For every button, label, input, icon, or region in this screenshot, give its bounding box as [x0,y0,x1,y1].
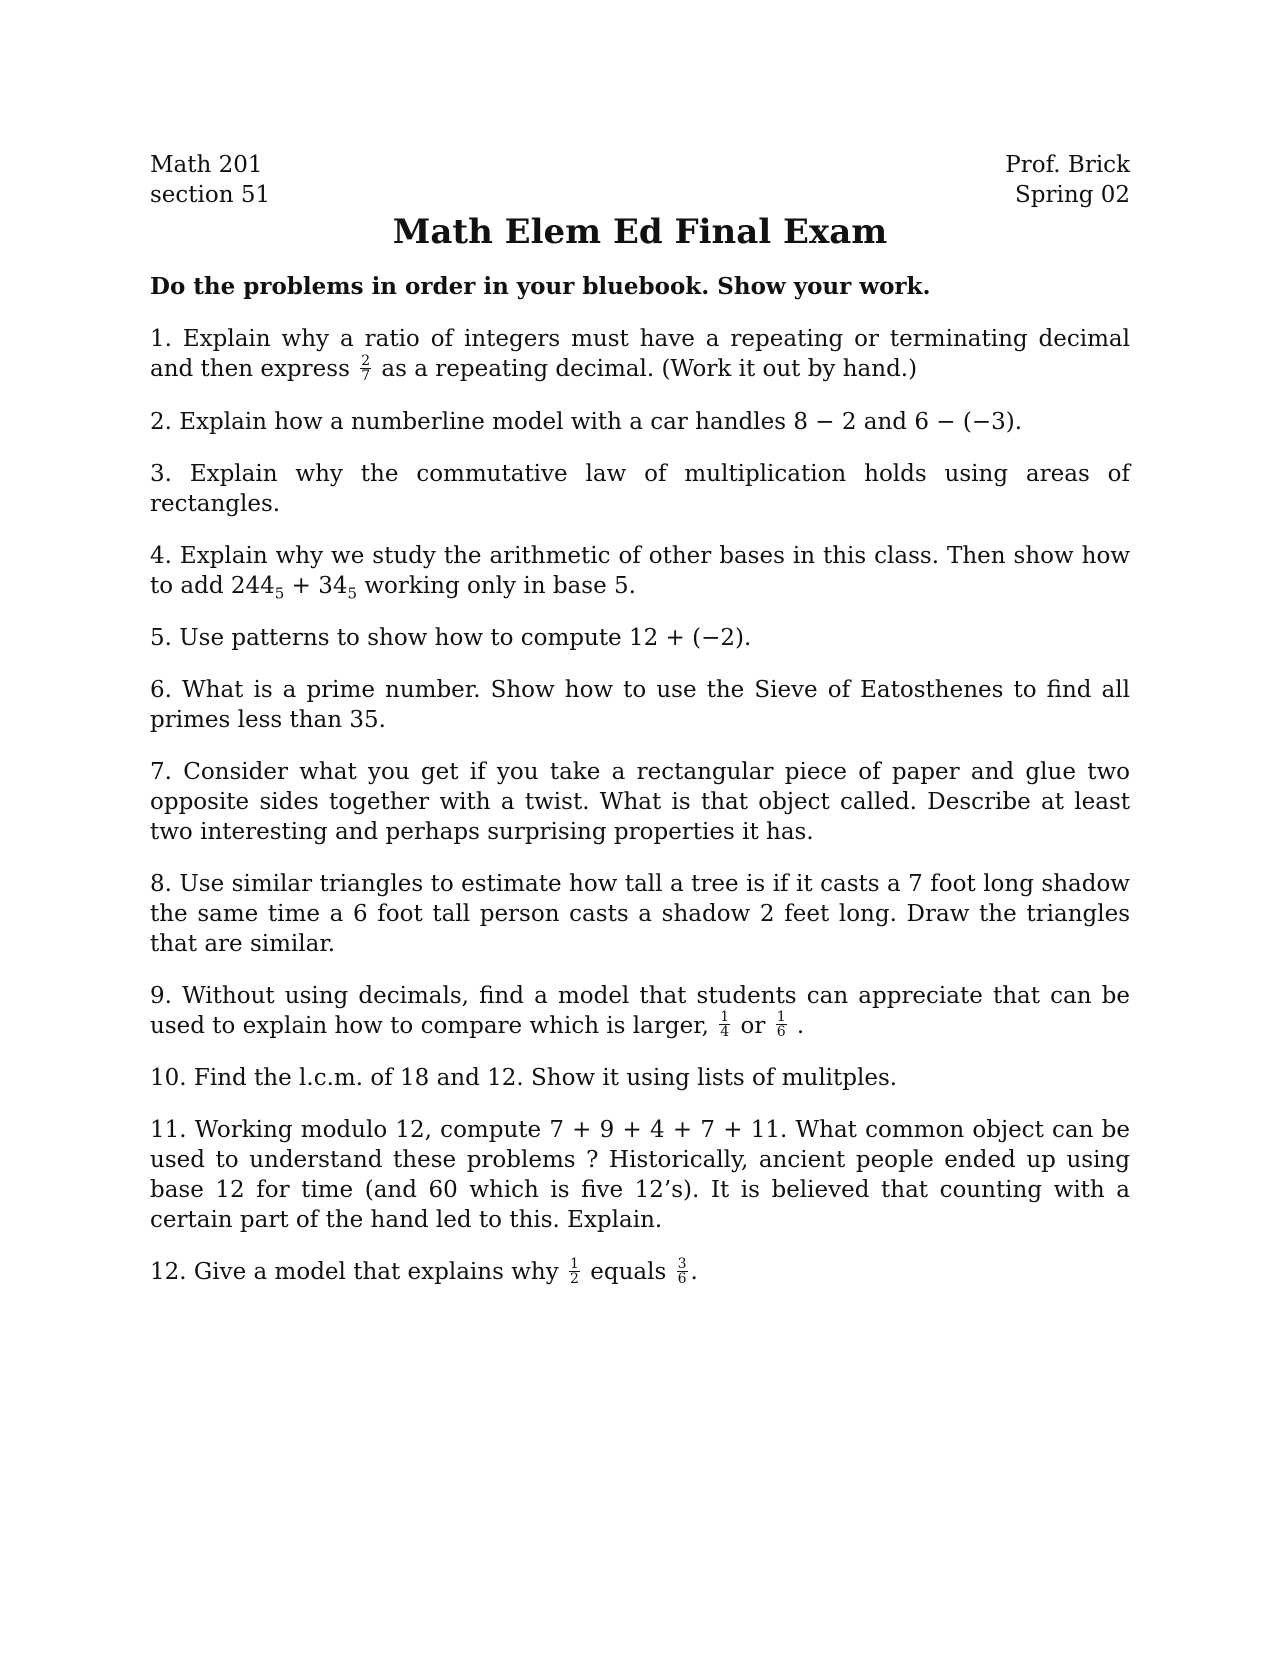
problem-4 [150,541,1130,601]
fraction-three-sixths [677,1257,688,1286]
problem-9-text-b: or [740,1012,766,1039]
problem-9 [150,981,1130,1042]
problem-4-text-c: working only in base 5. [357,572,636,599]
course-info [150,150,270,210]
fraction-numerator: 1 [776,1009,786,1025]
fraction-numerator: 3 [677,1255,687,1272]
fraction-one-sixth [776,1010,787,1039]
base-subscript: 5 [347,584,358,603]
problem-11: 11. Working modulo 12, compute 7 + 9 + 4 + 7 + 11. What common object can be used to understand these problems ? Historically, ancient people ended up using base 12 for time (and 60 which is five 12’s). It is believed that counting with a certain part of the hand led to this. Explain. [150,1117,1130,1233]
course-number: Math 201 [150,152,263,178]
fraction-denominator: 7 [361,367,371,384]
problem-5: 5. Use patterns to show how to compute 12 + (−2). [150,624,752,651]
problem-9-text-c: . [796,1012,805,1039]
exam-instructions: Do the problems in order in your bluebook. Show your work. [150,273,931,300]
exam-page [150,150,1130,1310]
problem-1-text-b: as a repeating decimal. (Work it out by hand.) [381,356,918,382]
problem-12-text-c: . [690,1259,698,1285]
fraction-numerator: 2 [361,352,371,369]
fraction-denominator: 6 [776,1024,786,1040]
fraction-denominator: 6 [677,1270,687,1287]
fraction-numerator: 1 [720,1009,730,1025]
professor-name: Prof. Brick [1005,152,1130,178]
problem-2: 2. Explain how a numberline model with a car handles 8 − 2 and 6 − (−3). [150,408,1023,435]
term: Spring 02 [1015,182,1130,208]
problem-3: 3. Explain why the commutative law of multiplication holds using areas of rectangles. [150,460,1130,517]
problem-10: 10. Find the l.c.m. of 18 and 12. Show it using lists of mulitples. [150,1065,898,1091]
fraction-denominator: 2 [570,1270,579,1287]
problem-4-text-a: 4. Explain why we study the arithmetic of other bases in this class. Then show how to add 244 [150,542,1130,599]
fraction-denominator: 4 [720,1024,730,1040]
exam-header [150,150,1130,210]
problem-6: 6. What is a prime number. Show how to use the Sieve of Eatosthenes to find all primes less than 35. [150,676,1130,733]
instructor-info [1005,150,1130,210]
problem-9-text-a: 9. Without using decimals, find a model that students can appreciate that can be used to explain how to compare which is larger, [150,982,1130,1039]
fraction-one-half [569,1257,580,1286]
fraction-two-sevenths [360,354,371,383]
course-section: section 51 [150,182,271,208]
fraction-one-fourth [719,1010,730,1039]
problem-7: 7. Consider what you get if you take a rectangular piece of paper and glue two opposite sides together with a twist. What is that object called. Describe at least two interesting and perhaps surprising properties it has. [150,758,1130,845]
problem-12 [150,1257,1130,1288]
base-subscript: 5 [274,584,285,603]
problem-1-text-a: 1. Explain why a ratio of integers must have a repeating or terminating decimal and then express [150,326,1130,382]
fraction-numerator: 1 [570,1255,579,1272]
problem-8: 8. Use similar triangles to estimate how tall a tree is if it casts a 7 foot long shadow the same time a 6 foot tall person casts a shadow 2 feet long. Draw the triangles that are similar. [150,870,1130,957]
problem-12-text-b: equals [590,1259,667,1285]
page-title: Math Elem Ed Final Exam [392,212,888,252]
problem-1 [150,324,1130,385]
problem-4-text-b: + 34 [284,572,348,599]
problem-12-text-a: 12. Give a model that explains why [150,1259,559,1285]
